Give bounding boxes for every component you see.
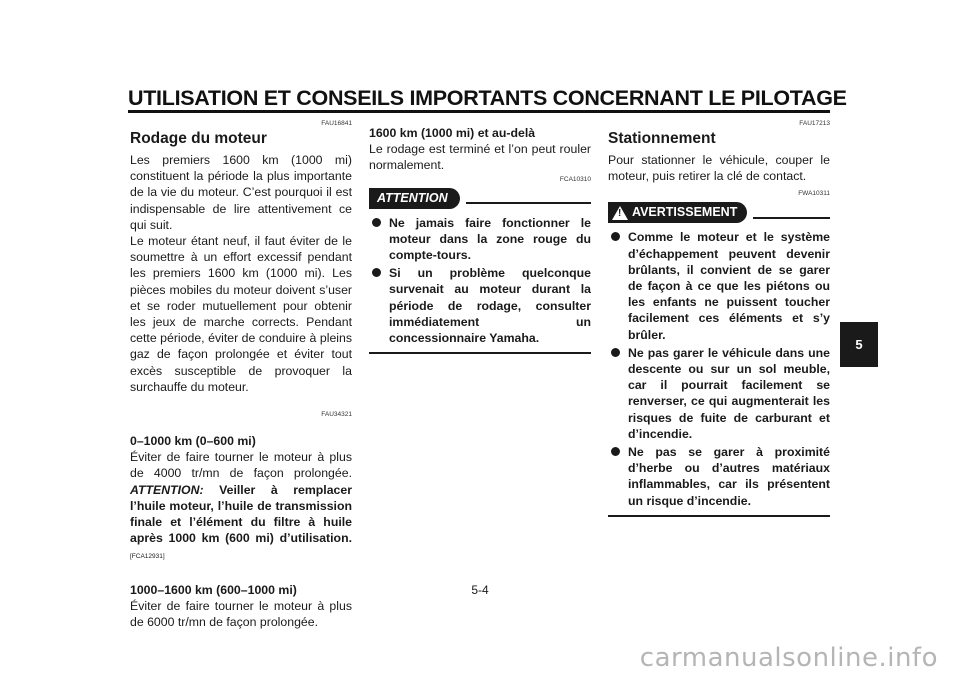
attention-pill: ATTENTION xyxy=(369,188,460,209)
ref-code: FCA10310 xyxy=(559,175,591,183)
bullet-icon xyxy=(372,268,381,277)
attention-text: Veiller à remplacer l’huile moteur, l’huile de transmission finale et l’élément du filtre à huile après 1000 km (600 mi) d’utilisation. xyxy=(130,482,352,546)
warning-label: AVERTISSEMENT xyxy=(632,205,738,220)
subheading: 1600 km (1000 mi) et au-delà xyxy=(369,126,536,140)
ref-code: FAU16841 xyxy=(321,120,352,127)
attention-label: ATTENTION: xyxy=(130,482,204,497)
column-right xyxy=(608,120,830,517)
warning-list xyxy=(608,229,830,508)
list-item-text: Ne pas garer le véhicule dans une descente ou sur un sol meuble, car il pourrait facilement se renverser, ce qui augmenterait les risques de fuite de carburant et d’incendie. xyxy=(628,345,830,441)
subheading: 0–1000 km (0–600 mi) xyxy=(130,434,256,449)
section-heading-stationnement: Stationnement xyxy=(608,130,716,147)
subheading: 1000–1600 km (600–1000 mi) xyxy=(130,582,297,597)
paragraph: Les premiers 1600 km (1000 mi) constituent la période la plus importante de la vie du moteur. C’est pourquoi il est indispensable de lire attentivement ce qui suit. xyxy=(130,153,352,232)
bullet-icon xyxy=(611,447,620,456)
page-header-title: UTILISATION ET CONSEILS IMPORTANTS CONCERNANT LE PILOTAGE xyxy=(128,86,847,110)
watermark: carmanualsonline.info xyxy=(639,643,938,673)
page-number: 5-4 xyxy=(471,583,489,597)
column-middle xyxy=(369,120,591,354)
list-item-text: Ne jamais faire fonctionner le moteur dans la zone rouge du compte-tours. xyxy=(389,215,591,263)
paragraph-with-attention xyxy=(130,449,352,565)
ref-code: FAU17213 xyxy=(799,120,830,127)
paragraph: Pour stationner le véhicule, couper le moteur, puis retirer la clé de contact. xyxy=(608,153,830,184)
list-item-text: Comme le moteur et le système d’échappement peuvent devenir brûlants, il convient de se garer de façon à ce que les piétons ou les enfants ne puissent toucher facilement ces éléments et s’y brûler. xyxy=(628,230,830,342)
list-item xyxy=(608,229,830,342)
bullet-icon xyxy=(611,232,620,241)
box-rule xyxy=(466,202,591,204)
bullet-icon xyxy=(611,348,620,357)
paragraph: Le rodage est terminé et l’on peut rouler normalement. xyxy=(369,142,591,173)
warning-pill xyxy=(608,202,747,223)
list-item-text: Si un problème quelconque survenait au moteur durant la période de rodage, consulter immédiatement un concessionnaire Yamaha. xyxy=(389,266,591,346)
list-item xyxy=(369,265,591,346)
attention-list xyxy=(369,215,591,347)
paragraph: Le moteur étant neuf, il faut éviter de le soumettre à un effort excessif pendant les premiers 1600 km (1000 mi). Les pièces mobiles du moteur doivent s’user et se roder mutuellement pour obtenir les jeux de marche corrects. Pendant cette période, éviter de conduire à pleins gaz de façon prolongée et éviter tout excès susceptible de provoquer la surchauffe du moteur. xyxy=(130,234,352,394)
attention-code: [FCA12931] xyxy=(130,553,165,561)
paragraph-text: Éviter de faire tourner le moteur à plus de 4000 tr/mn de façon prolongée. xyxy=(130,450,352,481)
list-item xyxy=(608,444,830,509)
warning-box-header xyxy=(608,202,830,223)
box-end-rule xyxy=(608,515,830,517)
box-rule xyxy=(753,217,830,219)
bullet-icon xyxy=(372,218,381,227)
chapter-tab: 5 xyxy=(840,322,878,367)
list-item-text: Ne pas se garer à proximité d’herbe ou d’autres matériaux inflammables, car ils présentent un risque d’incendie. xyxy=(628,445,830,508)
attention-box-header xyxy=(369,188,591,209)
paragraph: Éviter de faire tourner le moteur à plus de 6000 tr/mn de façon prolongée. xyxy=(130,598,352,630)
box-end-rule xyxy=(369,352,591,354)
header-rule xyxy=(128,110,830,113)
section-heading-rodage: Rodage du moteur xyxy=(130,130,267,147)
column-left xyxy=(130,120,352,630)
list-item xyxy=(369,215,591,264)
ref-code: FWA10311 xyxy=(798,190,830,198)
warning-triangle-icon: ! xyxy=(612,206,628,220)
ref-code: FAU34321 xyxy=(321,411,352,419)
list-item xyxy=(608,345,830,442)
